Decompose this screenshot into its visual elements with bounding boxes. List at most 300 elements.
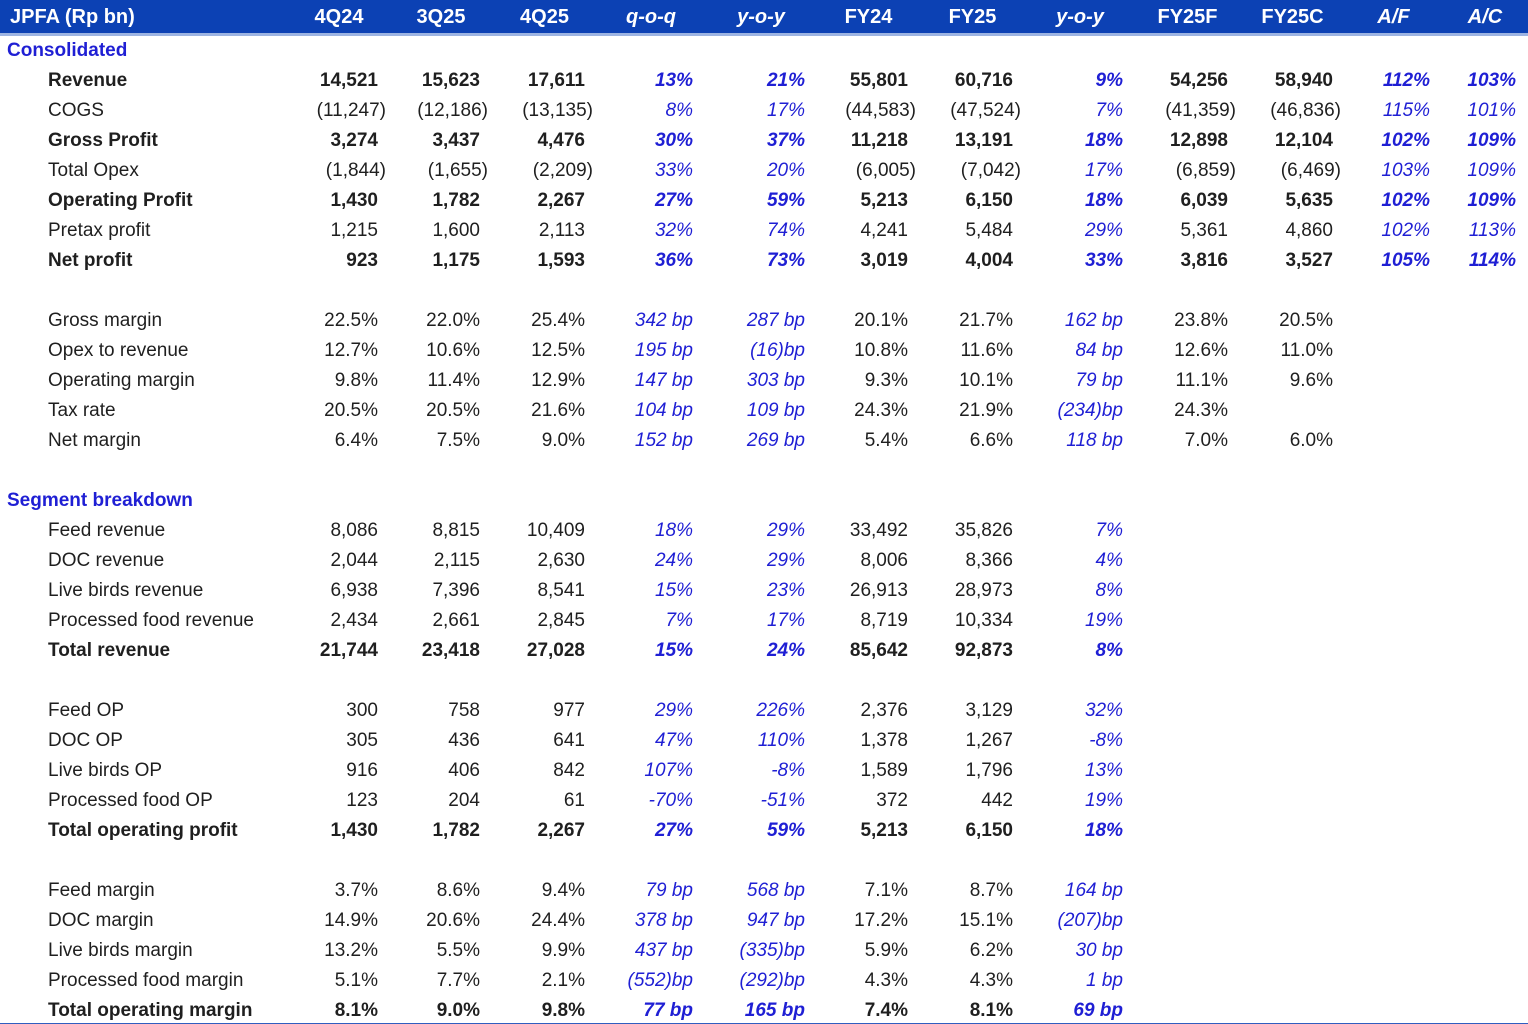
cell: 105%: [1381, 250, 1430, 271]
table-row: [0, 876, 1528, 906]
table-row: [0, 996, 1528, 1024]
cell: 6.0%: [1289, 430, 1333, 451]
cell: [1345, 636, 1442, 666]
column-header: A/C: [1467, 6, 1503, 28]
section-row: [0, 486, 1528, 516]
cell: 5.5%: [436, 940, 480, 961]
cell: [1240, 966, 1345, 996]
row-label: Gross margin: [48, 310, 163, 331]
cell: -70%: [648, 790, 693, 811]
cell: [1135, 516, 1240, 546]
cell: 15%: [654, 580, 693, 601]
cell: 4.3%: [969, 970, 1013, 991]
cell: [1442, 516, 1528, 546]
cell: 30 bp: [1075, 940, 1123, 961]
table-row: [0, 126, 1528, 156]
cell: 17.2%: [854, 910, 908, 931]
table-row: [0, 96, 1528, 126]
cell: [1442, 636, 1528, 666]
cell: [1345, 696, 1442, 726]
column-header: 3Q25: [416, 6, 466, 28]
cell: 2,267: [537, 820, 585, 841]
cell: 35,826: [954, 520, 1013, 541]
cell: 6,938: [330, 580, 378, 601]
cell: 10.1%: [959, 370, 1013, 391]
cell: 7%: [665, 610, 693, 631]
cell: 61: [563, 790, 585, 811]
table-row: [0, 576, 1528, 606]
cell: [1345, 756, 1442, 786]
cell: 17%: [1084, 160, 1123, 181]
cell: [1135, 576, 1240, 606]
table-row: [0, 786, 1528, 816]
cell: 17,611: [527, 70, 585, 91]
cell: 8.7%: [969, 880, 1013, 901]
cell: 18%: [1084, 820, 1123, 841]
row-label: Operating margin: [48, 370, 195, 391]
cell: [1345, 876, 1442, 906]
cell: (11,247): [316, 100, 386, 121]
cell: 58,940: [1274, 70, 1333, 91]
cell: 378 bp: [634, 910, 693, 931]
row-label: DOC OP: [48, 730, 123, 751]
blank-row: [0, 666, 1528, 696]
cell: 8.1%: [334, 1000, 378, 1021]
table-row: [0, 336, 1528, 366]
cell: 3.7%: [334, 880, 378, 901]
cell: 102%: [1381, 130, 1430, 151]
cell: 2,267: [537, 190, 585, 211]
cell: 2,845: [537, 610, 585, 631]
section-row: [0, 36, 1528, 66]
row-label: Total Opex: [48, 160, 139, 181]
cell: 8,086: [330, 520, 378, 541]
cell: 195 bp: [634, 340, 693, 361]
cell: -8%: [771, 760, 805, 781]
cell: 342 bp: [634, 310, 693, 331]
cell: 10.6%: [426, 340, 480, 361]
cell: [1345, 936, 1442, 966]
cell: 406: [448, 760, 480, 781]
cell: 7%: [1095, 520, 1123, 541]
row-label: Operating Profit: [48, 190, 193, 211]
cell: 4%: [1095, 550, 1123, 571]
cell: 102%: [1381, 190, 1430, 211]
cell: [1345, 996, 1442, 1024]
cell: 152 bp: [634, 430, 693, 451]
table-row: [0, 696, 1528, 726]
cell: 7.4%: [864, 1000, 908, 1021]
cell: [1442, 876, 1528, 906]
cell: 5,484: [965, 220, 1013, 241]
table-row: [0, 186, 1528, 216]
cell: 8%: [665, 100, 693, 121]
table-row: [0, 216, 1528, 246]
cell: (12,186): [417, 100, 488, 121]
cell: 21.6%: [531, 400, 585, 421]
cell: 20.5%: [324, 400, 378, 421]
cell: 162 bp: [1064, 310, 1123, 331]
cell: 6,150: [965, 190, 1013, 211]
cell: 19%: [1084, 790, 1123, 811]
cell: [1240, 636, 1345, 666]
cell: [1345, 786, 1442, 816]
cell: 104 bp: [634, 400, 693, 421]
cell: [1135, 816, 1240, 846]
table-row: [0, 636, 1528, 666]
cell: 3,437: [432, 130, 480, 151]
cell: 21%: [766, 70, 805, 91]
cell: 3,129: [965, 700, 1013, 721]
cell: [1442, 366, 1528, 396]
cell: 92,873: [954, 640, 1013, 661]
cell: 5.4%: [864, 430, 908, 451]
cell: 1,430: [330, 190, 378, 211]
cell: 8,366: [965, 550, 1013, 571]
cell: [1442, 816, 1528, 846]
cell: [1135, 906, 1240, 936]
cell: [1135, 696, 1240, 726]
cell: 69 bp: [1073, 1000, 1123, 1021]
cell: 1,267: [965, 730, 1013, 751]
cell: 21.7%: [959, 310, 1013, 331]
cell: 27%: [654, 820, 693, 841]
cell: 33,492: [849, 520, 908, 541]
cell: 8,719: [860, 610, 908, 631]
cell: 20.5%: [426, 400, 480, 421]
cell: 103%: [1467, 70, 1516, 91]
table-row: [0, 426, 1528, 456]
cell: 7.1%: [864, 880, 908, 901]
cell: 77 bp: [643, 1000, 693, 1021]
cell: 6,039: [1180, 190, 1228, 211]
table-header-row: [0, 0, 1528, 36]
cell: 2,434: [330, 610, 378, 631]
column-header: y-o-y: [1056, 6, 1104, 28]
cell: (16)bp: [750, 340, 805, 361]
cell: [1345, 816, 1442, 846]
cell: [1135, 876, 1240, 906]
row-label: Pretax profit: [48, 220, 151, 241]
cell: 204: [448, 790, 480, 811]
cell: 7.5%: [436, 430, 480, 451]
cell: 13.2%: [324, 940, 378, 961]
cell: 11.4%: [427, 370, 480, 391]
row-label: [0, 456, 288, 486]
cell: [1240, 396, 1345, 426]
cell: 10,409: [526, 520, 585, 541]
cell: -51%: [760, 790, 805, 811]
cell: 54,256: [1169, 70, 1228, 91]
cell: [1345, 366, 1442, 396]
cell: [1442, 966, 1528, 996]
column-header: FY25C: [1261, 6, 1324, 28]
row-label: [0, 666, 288, 696]
cell: 24.4%: [531, 910, 585, 931]
cell: [1240, 936, 1345, 966]
cell: 977: [553, 700, 585, 721]
row-label: Total revenue: [48, 640, 171, 661]
cell: [1442, 396, 1528, 426]
row-label: [0, 846, 288, 876]
row-label: Gross Profit: [48, 130, 158, 151]
cell: [1345, 576, 1442, 606]
table-row: [0, 606, 1528, 636]
cell: 15.1%: [959, 910, 1013, 931]
cell: 12,104: [1274, 130, 1333, 151]
cell: 10.8%: [854, 340, 908, 361]
cell: 1,215: [330, 220, 378, 241]
cell: 3,274: [330, 130, 378, 151]
cell: 60,716: [954, 70, 1013, 91]
cell: 568 bp: [746, 880, 805, 901]
cell: 165 bp: [744, 1000, 805, 1021]
cell: 5.9%: [864, 940, 908, 961]
cell: 9.8%: [334, 370, 378, 391]
cell: 164 bp: [1064, 880, 1123, 901]
cell: [1442, 756, 1528, 786]
cell: 102%: [1381, 220, 1430, 241]
cell: [1345, 906, 1442, 936]
cell: 24%: [654, 550, 693, 571]
row-label: DOC margin: [48, 910, 154, 931]
cell: 29%: [1084, 220, 1123, 241]
cell: 6.6%: [969, 430, 1013, 451]
cell: 303 bp: [746, 370, 805, 391]
cell: 9.3%: [864, 370, 908, 391]
cell: [1135, 936, 1240, 966]
cell: 1,600: [432, 220, 480, 241]
row-label: DOC revenue: [48, 550, 165, 571]
row-label: Live birds margin: [48, 940, 193, 961]
cell: 14,521: [319, 70, 378, 91]
cell: (6,859): [1175, 160, 1236, 181]
section-label: Segment breakdown: [7, 490, 193, 511]
cell: 20.1%: [854, 310, 908, 331]
cell: 32%: [1084, 700, 1123, 721]
cell: [1135, 636, 1240, 666]
cell: 22.5%: [324, 310, 378, 331]
row-label: Processed food margin: [48, 970, 244, 991]
cell: (44,583): [845, 100, 916, 121]
cell: [1240, 696, 1345, 726]
cell: 115%: [1382, 100, 1430, 121]
cell: 103%: [1381, 160, 1430, 181]
row-label: Revenue: [48, 70, 128, 91]
row-label: Total operating profit: [48, 820, 238, 841]
cell: [1345, 306, 1442, 336]
row-label: Net profit: [48, 250, 133, 271]
cell: 36%: [654, 250, 693, 271]
row-label: Live birds revenue: [48, 580, 204, 601]
table-row: [0, 366, 1528, 396]
cell: 4,241: [860, 220, 908, 241]
cell: 916: [346, 760, 378, 781]
column-header: q-o-q: [626, 6, 676, 28]
cell: 74%: [766, 220, 805, 241]
cell: 10,334: [954, 610, 1013, 631]
cell: 11,218: [850, 130, 908, 151]
cell: [1442, 996, 1528, 1024]
cell: 25.4%: [531, 310, 585, 331]
row-label: Processed food OP: [48, 790, 213, 811]
cell: -8%: [1089, 730, 1123, 751]
cell: 32%: [654, 220, 693, 241]
row-label: [0, 276, 288, 306]
cell: 20%: [766, 160, 805, 181]
cell: 5,635: [1285, 190, 1333, 211]
cell: [1345, 336, 1442, 366]
cell: 112%: [1382, 70, 1430, 91]
table-row: [0, 396, 1528, 426]
cell: 14.9%: [324, 910, 378, 931]
cell: [1442, 606, 1528, 636]
table-row: [0, 516, 1528, 546]
cell: 12,898: [1169, 130, 1228, 151]
cell: 109%: [1467, 130, 1516, 151]
row-label: Processed food revenue: [48, 610, 254, 631]
row-label: Live birds OP: [48, 760, 163, 781]
cell: 442: [981, 790, 1013, 811]
cell: [1135, 756, 1240, 786]
cell: 4.3%: [864, 970, 908, 991]
cell: [1345, 516, 1442, 546]
cell: [1240, 576, 1345, 606]
cell: 20.5%: [1279, 310, 1333, 331]
cell: 113%: [1468, 220, 1516, 241]
cell: (6,469): [1280, 160, 1341, 181]
cell: 21.9%: [959, 400, 1013, 421]
cell: [1345, 966, 1442, 996]
cell: [1442, 426, 1528, 456]
cell: (335)bp: [739, 940, 805, 961]
cell: 17%: [766, 100, 805, 121]
cell: 27%: [654, 190, 693, 211]
cell: 107%: [644, 760, 693, 781]
cell: 1,782: [432, 820, 480, 841]
cell: 13%: [1084, 760, 1123, 781]
cell: [1345, 726, 1442, 756]
cell: 73%: [766, 250, 805, 271]
cell: [1135, 966, 1240, 996]
column-header: 4Q25: [520, 6, 569, 28]
cell: (46,836): [1270, 100, 1341, 121]
cell: [1442, 306, 1528, 336]
cell: [1345, 396, 1442, 426]
cell: 59%: [766, 820, 805, 841]
cell: 758: [448, 700, 480, 721]
row-label: Tax rate: [48, 400, 116, 421]
cell: 37%: [766, 130, 805, 151]
cell: 55,801: [849, 70, 908, 91]
cell: 2,661: [432, 610, 480, 631]
cell: 11.1%: [1175, 370, 1228, 391]
cell: 59%: [766, 190, 805, 211]
cell: [1240, 786, 1345, 816]
cell: 1,175: [432, 250, 480, 271]
cell: [1240, 516, 1345, 546]
cell: 110%: [757, 730, 805, 751]
row-label: Net margin: [48, 430, 141, 451]
cell: 11.6%: [960, 340, 1013, 361]
cell: 4,476: [537, 130, 585, 151]
cell: 79 bp: [645, 880, 693, 901]
blank-row: [0, 456, 1528, 486]
cell: 9.6%: [1289, 370, 1333, 391]
cell: [1442, 936, 1528, 966]
cell: 8.1%: [969, 1000, 1013, 1021]
cell: 24.3%: [1174, 400, 1228, 421]
cell: 8%: [1095, 640, 1123, 661]
cell: 28,973: [954, 580, 1013, 601]
cell: [1240, 906, 1345, 936]
cell: 23,418: [421, 640, 480, 661]
cell: 9.8%: [541, 1000, 585, 1021]
column-header: y-o-y: [737, 6, 785, 28]
cell: 641: [553, 730, 585, 751]
cell: (292)bp: [739, 970, 805, 991]
cell: 436: [448, 730, 480, 751]
cell: 9.0%: [541, 430, 585, 451]
cell: 2,630: [537, 550, 585, 571]
cell: 23%: [766, 580, 805, 601]
cell: 226%: [756, 700, 805, 721]
table-title: JPFA (Rp bn): [10, 6, 135, 28]
cell: [1442, 336, 1528, 366]
cell: (234)bp: [1057, 400, 1123, 421]
cell: 8,815: [432, 520, 480, 541]
cell: 47%: [654, 730, 693, 751]
cell: 2,115: [433, 550, 480, 571]
cell: 30%: [654, 130, 693, 151]
cell: 18%: [654, 520, 693, 541]
table-row: [0, 726, 1528, 756]
cell: 8.6%: [436, 880, 480, 901]
section-label: Consolidated: [7, 40, 128, 61]
cell: (2,209): [532, 160, 593, 181]
cell: 17%: [766, 610, 805, 631]
cell: [1135, 606, 1240, 636]
table-row: [0, 816, 1528, 846]
cell: 5.1%: [334, 970, 378, 991]
cell: 11.0%: [1280, 340, 1333, 361]
column-header: A/F: [1377, 6, 1410, 28]
cell: 147 bp: [634, 370, 693, 391]
cell: 26,913: [849, 580, 908, 601]
cell: 23.8%: [1174, 310, 1228, 331]
cell: (207)bp: [1057, 910, 1123, 931]
column-header: FY25: [948, 6, 997, 28]
cell: 123: [346, 790, 378, 811]
cell: 842: [553, 760, 585, 781]
cell: 5,361: [1180, 220, 1228, 241]
cell: 437 bp: [634, 940, 693, 961]
cell: (6,005): [855, 160, 916, 181]
cell: 118 bp: [1066, 430, 1123, 451]
cell: 8%: [1095, 580, 1123, 601]
cell: 5,213: [860, 190, 908, 211]
cell: [1442, 786, 1528, 816]
cell: 1,378: [860, 730, 908, 751]
cell: [1442, 726, 1528, 756]
table-row: [0, 966, 1528, 996]
cell: 3,816: [1180, 250, 1228, 271]
cell: 4,860: [1285, 220, 1333, 241]
cell: [1240, 876, 1345, 906]
cell: 8,541: [537, 580, 585, 601]
cell: [1442, 696, 1528, 726]
row-label: Total operating margin: [48, 1000, 253, 1021]
